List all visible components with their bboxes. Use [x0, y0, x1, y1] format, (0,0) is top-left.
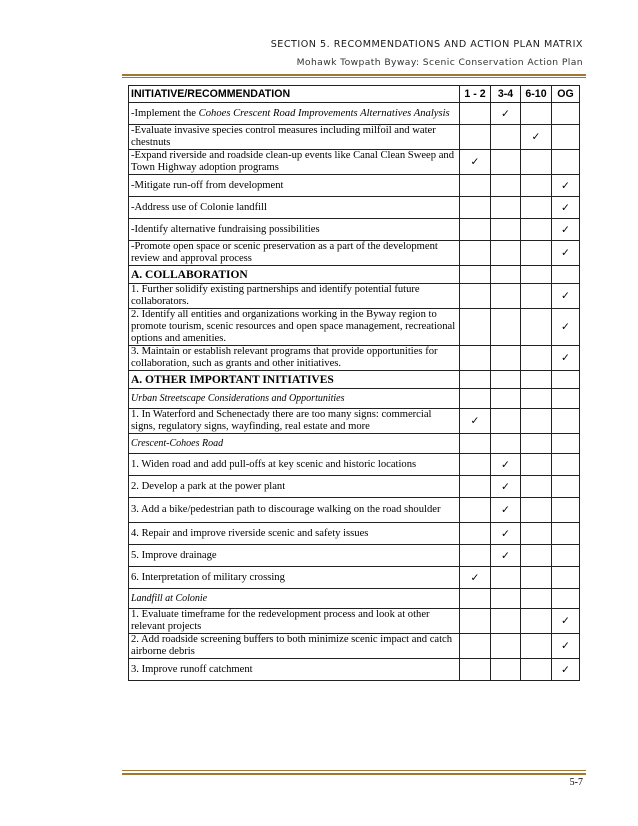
empty-cell: [521, 609, 552, 634]
section-heading: A. OTHER IMPORTANT INITIATIVES: [129, 371, 460, 389]
empty-cell: [491, 346, 521, 371]
checkmark-icon: ✓: [561, 247, 570, 259]
table-row: [129, 175, 580, 197]
subheading-row: [129, 434, 580, 454]
checkmark-icon: ✓: [501, 549, 510, 562]
checkmark-icon: ✓: [501, 480, 510, 493]
checkmark-icon: ✓: [470, 415, 480, 427]
empty-cell: [491, 125, 521, 150]
initiative-text: [129, 103, 460, 125]
empty-cell: [552, 545, 580, 567]
initiative-text: 2. Add roadside screening buffers to both minimize scenic impact and catch airborne debris: [129, 634, 460, 659]
empty-cell: [552, 150, 580, 175]
initiative-text: -Identify alternative fundraising possibilities: [129, 219, 460, 241]
checkmark-cell: [460, 409, 491, 434]
empty-cell: [552, 371, 580, 389]
checkmark-cell: [460, 150, 491, 175]
empty-cell: [491, 241, 521, 266]
checkmark-icon: ✓: [501, 504, 510, 516]
header-rule: [122, 74, 586, 76]
empty-cell: [460, 476, 491, 498]
section-heading: A. COLLABORATION: [129, 266, 460, 284]
empty-cell: [460, 545, 491, 567]
empty-cell: [491, 659, 521, 681]
checkmark-cell: [552, 284, 580, 309]
empty-cell: [521, 175, 552, 197]
table-row: [129, 659, 580, 681]
checkmark-cell: [552, 634, 580, 659]
column-header-3-4: 3-4: [491, 86, 521, 103]
initiative-text: 6. Interpretation of military crossing: [129, 567, 460, 589]
table-row: [129, 284, 580, 309]
empty-cell: [552, 125, 580, 150]
empty-cell: [521, 309, 552, 346]
checkmark-cell: [491, 545, 521, 567]
empty-cell: [491, 609, 521, 634]
empty-cell: [552, 409, 580, 434]
initiative-text: 5. Improve drainage: [129, 545, 460, 567]
initiative-text: -Evaluate invasive species control measures including milfoil and water chestnuts: [129, 125, 460, 150]
document-subtitle: Mohawk Towpath Byway: Scenic Conservation Action Plan: [296, 57, 583, 68]
checkmark-cell: [491, 454, 521, 476]
checkmark-icon: ✓: [470, 571, 480, 584]
empty-cell: [460, 125, 491, 150]
empty-cell: [491, 567, 521, 589]
checkmark-cell: [460, 567, 491, 589]
checkmark-icon: ✓: [561, 179, 570, 192]
subheading: Urban Streetscape Considerations and Opportunities: [129, 389, 460, 409]
empty-cell: [460, 434, 491, 454]
empty-cell: [521, 266, 552, 284]
initiative-text-prefix: -Implement the: [131, 107, 199, 119]
checkmark-cell: [521, 125, 552, 150]
table-row: [129, 545, 580, 567]
checkmark-icon: ✓: [561, 290, 570, 302]
empty-cell: [491, 589, 521, 609]
empty-cell: [521, 219, 552, 241]
empty-cell: [521, 454, 552, 476]
empty-cell: [552, 523, 580, 545]
initiative-text: 1. Widen road and add pull-offs at key scenic and historic locations: [129, 454, 460, 476]
column-header-1-2: 1 - 2: [460, 86, 491, 103]
empty-cell: [521, 434, 552, 454]
section-title: SECTION 5. RECOMMENDATIONS AND ACTION PLAN MATRIX: [270, 39, 583, 50]
empty-cell: [460, 454, 491, 476]
table-row: [129, 150, 580, 175]
empty-cell: [521, 371, 552, 389]
empty-cell: [491, 284, 521, 309]
column-header-6-10: 6-10: [521, 86, 552, 103]
empty-cell: [460, 241, 491, 266]
empty-cell: [491, 634, 521, 659]
checkmark-icon: ✓: [531, 131, 541, 143]
checkmark-cell: [552, 609, 580, 634]
empty-cell: [491, 219, 521, 241]
table-row: [129, 454, 580, 476]
checkmark-cell: [552, 346, 580, 371]
empty-cell: [521, 150, 552, 175]
empty-cell: [460, 197, 491, 219]
empty-cell: [521, 241, 552, 266]
checkmark-cell: [491, 498, 521, 523]
empty-cell: [521, 284, 552, 309]
empty-cell: [491, 434, 521, 454]
checkmark-icon: ✓: [561, 352, 570, 364]
section-heading-row: [129, 371, 580, 389]
subheading: Crescent-Cohoes Road: [129, 434, 460, 454]
initiative-text: 3. Maintain or establish relevant programs that provide opportunities for collaboration, such as grants and other initiatives.: [129, 346, 460, 371]
table-row: [129, 219, 580, 241]
table-row: [129, 241, 580, 266]
checkmark-cell: [552, 309, 580, 346]
empty-cell: [552, 434, 580, 454]
table-row: [129, 103, 580, 125]
empty-cell: [460, 523, 491, 545]
checkmark-cell: [552, 241, 580, 266]
column-header-initiative: INITIATIVE/RECOMMENDATION: [129, 86, 460, 103]
checkmark-cell: [491, 103, 521, 125]
checkmark-icon: ✓: [561, 615, 570, 627]
empty-cell: [521, 498, 552, 523]
empty-cell: [460, 634, 491, 659]
initiative-text: -Address use of Colonie landfill: [129, 197, 460, 219]
checkmark-icon: ✓: [561, 223, 570, 236]
empty-cell: [460, 219, 491, 241]
checkmark-cell: [552, 219, 580, 241]
empty-cell: [552, 589, 580, 609]
initiative-text: 2. Develop a park at the power plant: [129, 476, 460, 498]
empty-cell: [491, 197, 521, 219]
empty-cell: [460, 389, 491, 409]
checkmark-cell: [552, 197, 580, 219]
table-row: [129, 309, 580, 346]
initiative-text: -Mitigate run-off from development: [129, 175, 460, 197]
empty-cell: [521, 634, 552, 659]
initiative-text: 1. In Waterford and Schenectady there are too many signs: commercial signs, regulatory signs, wayfinding, real estate and more: [129, 409, 460, 434]
checkmark-cell: [552, 175, 580, 197]
empty-cell: [521, 567, 552, 589]
checkmark-icon: ✓: [501, 107, 510, 120]
initiative-text: -Expand riverside and roadside clean-up events like Canal Clean Sweep and Town Highway adoption programs: [129, 150, 460, 175]
initiative-text: 1. Further solidify existing partnerships and identify potential future collaborators.: [129, 284, 460, 309]
empty-cell: [521, 659, 552, 681]
empty-cell: [552, 567, 580, 589]
table-row: [129, 476, 580, 498]
empty-cell: [460, 284, 491, 309]
empty-cell: [460, 371, 491, 389]
checkmark-icon: ✓: [561, 640, 570, 652]
empty-cell: [521, 589, 552, 609]
empty-cell: [521, 476, 552, 498]
action-plan-matrix: [128, 85, 580, 681]
checkmark-cell: [552, 659, 580, 681]
empty-cell: [521, 545, 552, 567]
empty-cell: [460, 609, 491, 634]
empty-cell: [491, 266, 521, 284]
empty-cell: [491, 371, 521, 389]
empty-cell: [491, 389, 521, 409]
empty-cell: [460, 309, 491, 346]
header-rule-thin: [122, 77, 586, 78]
empty-cell: [460, 659, 491, 681]
table-row: [129, 523, 580, 545]
empty-cell: [521, 103, 552, 125]
initiative-text: 1. Evaluate timeframe for the redevelopment process and look at other relevant projects: [129, 609, 460, 634]
table-row: [129, 634, 580, 659]
empty-cell: [552, 266, 580, 284]
empty-cell: [521, 197, 552, 219]
table-row: [129, 197, 580, 219]
table-row: [129, 567, 580, 589]
table-row: [129, 346, 580, 371]
empty-cell: [460, 589, 491, 609]
empty-cell: [552, 389, 580, 409]
empty-cell: [552, 103, 580, 125]
table-row: [129, 409, 580, 434]
initiative-text: 3. Improve runoff catchment: [129, 659, 460, 681]
empty-cell: [552, 476, 580, 498]
empty-cell: [460, 175, 491, 197]
empty-cell: [521, 346, 552, 371]
empty-cell: [460, 266, 491, 284]
checkmark-icon: ✓: [501, 527, 510, 540]
checkmark-cell: [491, 476, 521, 498]
checkmark-icon: ✓: [501, 458, 510, 471]
initiative-text: 3. Add a bike/pedestrian path to discourage walking on the road shoulder: [129, 498, 460, 523]
empty-cell: [521, 409, 552, 434]
initiative-text: 2. Identify all entities and organizations working in the Byway region to promote tourism, scenic resources and open space management, recreational options and amenities.: [129, 309, 460, 346]
empty-cell: [491, 409, 521, 434]
empty-cell: [491, 309, 521, 346]
table-body: [129, 103, 580, 681]
section-heading-row: [129, 266, 580, 284]
footer-rule: [122, 773, 586, 775]
table-header-row: [129, 86, 580, 103]
checkmark-icon: ✓: [561, 201, 570, 214]
checkmark-icon: ✓: [470, 156, 480, 168]
table-row: [129, 498, 580, 523]
empty-cell: [460, 498, 491, 523]
table-row: [129, 125, 580, 150]
empty-cell: [552, 454, 580, 476]
empty-cell: [460, 103, 491, 125]
checkmark-icon: ✓: [561, 321, 570, 333]
empty-cell: [521, 389, 552, 409]
column-header-og: OG: [552, 86, 580, 103]
table-row: [129, 609, 580, 634]
empty-cell: [460, 346, 491, 371]
empty-cell: [491, 175, 521, 197]
empty-cell: [521, 523, 552, 545]
subheading-row: [129, 589, 580, 609]
footer-rule-thin: [122, 770, 586, 771]
initiative-text: -Promote open space or scenic preservation as a part of the development review and approval process: [129, 241, 460, 266]
checkmark-icon: ✓: [561, 663, 570, 676]
subheading-row: [129, 389, 580, 409]
subheading: Landfill at Colonie: [129, 589, 460, 609]
checkmark-cell: [491, 523, 521, 545]
empty-cell: [491, 150, 521, 175]
empty-cell: [552, 498, 580, 523]
page-number: 5-7: [569, 777, 583, 788]
initiative-document-title: Cohoes Crescent Road Improvements Alternatives Analysis: [198, 107, 450, 119]
initiative-text: 4. Repair and improve riverside scenic and safety issues: [129, 523, 460, 545]
